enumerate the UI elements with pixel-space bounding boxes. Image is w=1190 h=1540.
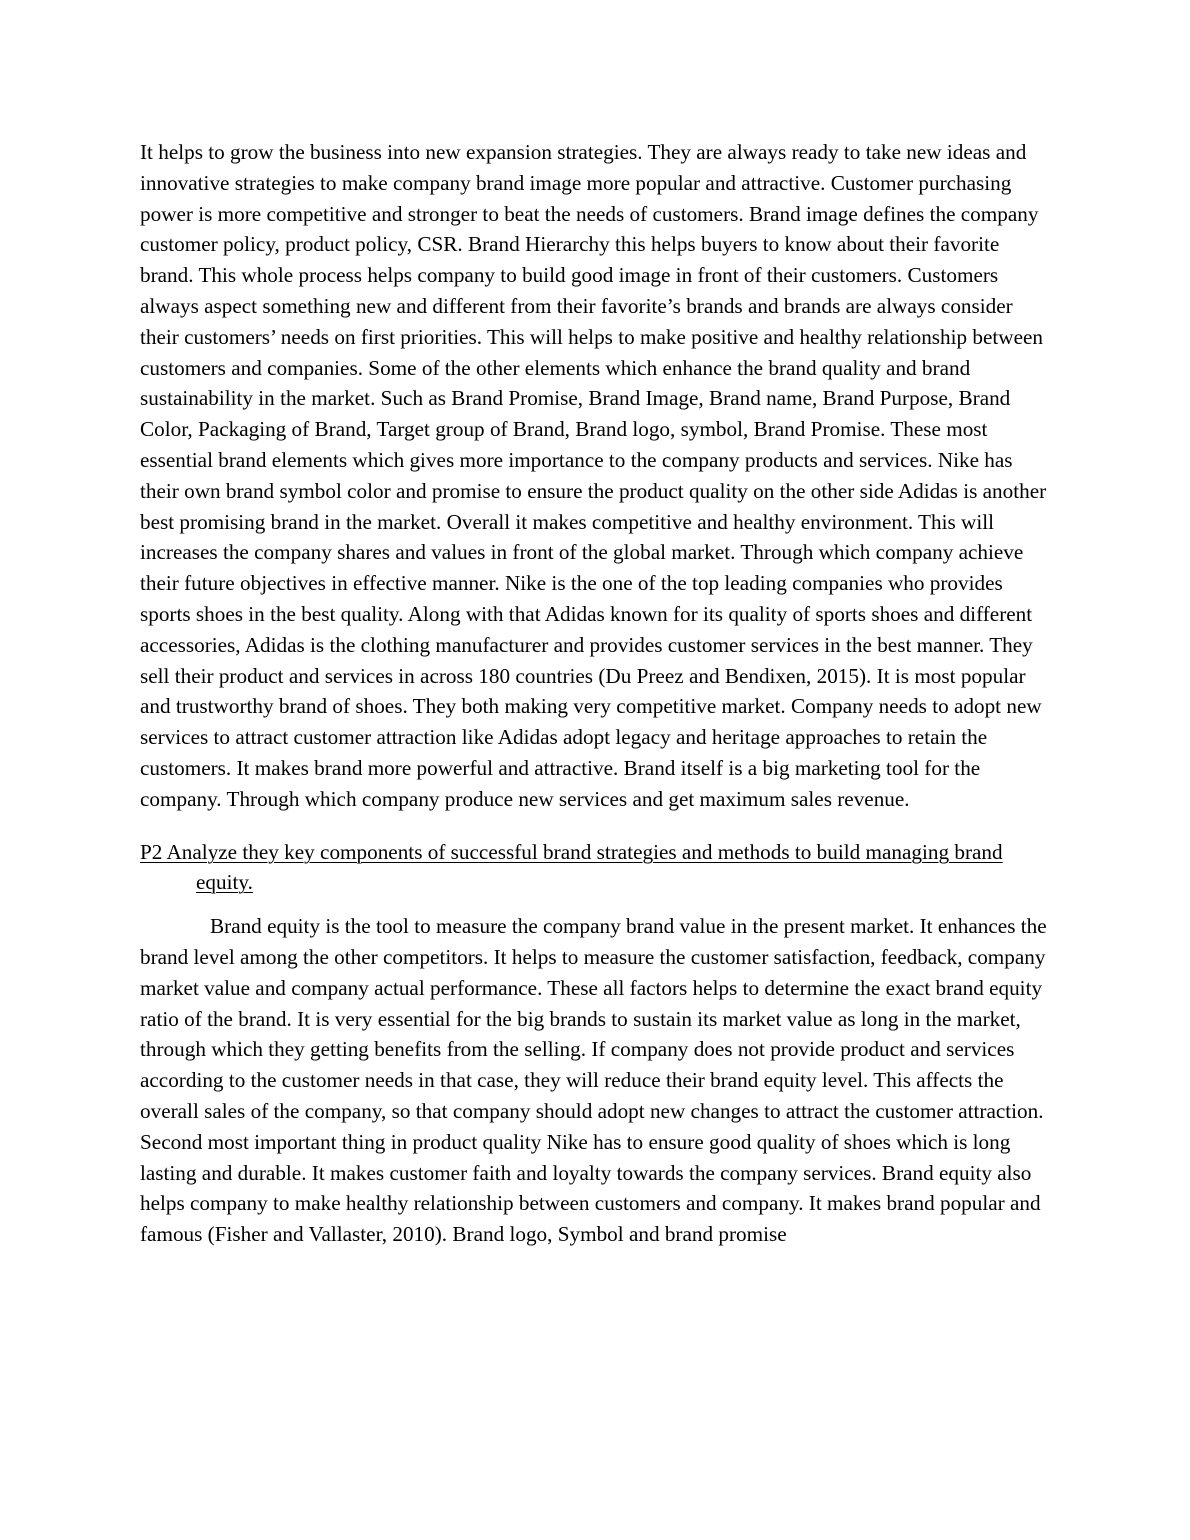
document-body <box>140 137 1052 1250</box>
body-paragraph: It helps to grow the business into new expansion strategies. They are always ready to take new ideas and innovative strategies to make company brand image more popular and attractive. Customer purchasing power is more competitive and stronger to beat the needs of customers. Brand image defines the company customer policy, product policy, CSR. Brand Hierarchy this helps buyers to know about their favorite brand. This whole process helps company to build good image in front of their customers. Customers always aspect something new and different from their favorite’s brands and brands are always consider their customers’ needs on first priorities. This will helps to make positive and healthy relationship between customers and companies. Some of the other elements which enhance the brand quality and brand sustainability in the market. Such as Brand Promise, Brand Image, Brand name, Brand Purpose, Brand Color, Packaging of Brand, Target group of Brand, Brand logo, symbol, Brand Promise. These most essential brand elements which gives more importance to the company products and services. Nike has their own brand symbol color and promise to ensure the product quality on the other side Adidas is another best promising brand in the market. Overall it makes competitive and healthy environment. This will increases the company shares and values in front of the global market. Through which company achieve their future objectives in effective manner. Nike is the one of the top leading companies who provides sports shoes in the best quality. Along with that Adidas known for its quality of sports shoes and different accessories, Adidas is the clothing manufacturer and provides customer services in the best manner. They sell their product and services in across 180 countries (Du Preez and Bendixen, 2015). It is most popular and trustworthy brand of shoes. They both making very competitive market. Company needs to adopt new services to attract customer attraction like Adidas adopt legacy and heritage approaches to retain the customers. It makes brand more powerful and attractive. Brand itself is a big marketing tool for the company. Through which company produce new services and get maximum sales revenue. <box>140 140 1047 811</box>
body-paragraph: Brand equity is the tool to measure the company brand value in the present market. It enhances the brand level among the other competitors. It helps to measure the customer satisfaction, feedback, company market value and company actual performance. These all factors helps to determine the exact brand equity ratio of the brand. It is very essential for the big brands to sustain its market value as long in the market, through which they getting benefits from the selling. If company does not provide product and services according to the customer needs in that case, they will reduce their brand equity level. This affects the overall sales of the company, so that company should adopt new changes to attract the customer attraction. Second most important thing in product quality Nike has to ensure good quality of shoes which is long lasting and durable. It makes customer faith and loyalty towards the company services. Brand equity also helps company to make healthy relationship between customers and company. It makes brand popular and famous (Fisher and Vallaster, 2010). Brand logo, Symbol and brand promise <box>140 914 1047 1247</box>
section-heading: P2 Analyze they key components of successful brand strategies and methods to build managing brand equity. <box>140 839 1003 895</box>
